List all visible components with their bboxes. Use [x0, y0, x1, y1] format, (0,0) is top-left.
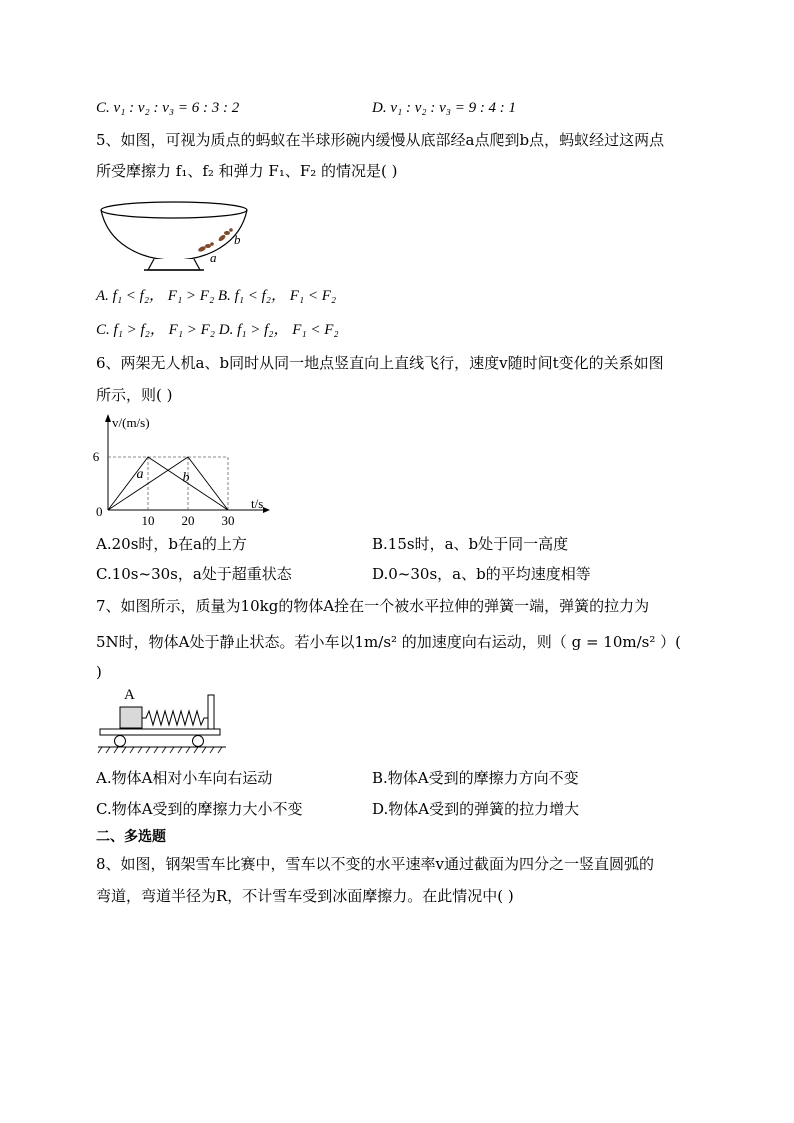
q5-stem-line2: 所受摩擦力 f₁、f₂ 和弹力 F₁、F₂ 的情况是( ): [96, 162, 398, 180]
origin-label: 0: [96, 504, 103, 519]
label-a: a: [210, 250, 217, 265]
cart-wall: [208, 695, 214, 729]
cart-spring-figure: [96, 686, 231, 758]
series-line-a: [108, 457, 228, 510]
q5-options-cd: C. f₁ > f₂， F₁ > F₂ D. f₁ > f₂， F₁ < F₂: [96, 322, 339, 338]
q7-option-c: C.物体A受到的摩擦力大小不变: [96, 800, 303, 818]
bowl-figure: [96, 196, 256, 276]
x-axis-label: t/s: [251, 496, 264, 511]
block-a: [120, 707, 142, 728]
x-axis-arrow: [263, 507, 270, 513]
y-tick-label-6: 6: [92, 449, 100, 464]
spring: [142, 711, 208, 725]
q6-option-b: B.15s时，a、b处于同一高度: [372, 535, 569, 553]
series-line-b: [108, 457, 228, 510]
y-axis-label: v/(m/s): [112, 415, 150, 430]
q7-option-d: D.物体A受到的弹簧的拉力增大: [372, 800, 580, 818]
bowl-base: [148, 259, 200, 270]
q5-options-ab: A. f₁ < f₂， F₁ > F₂ B. f₁ < f₂， F₁ < F₂: [96, 288, 337, 304]
q6-stem-line1: 6、两架无人机a、b同时从同一地点竖直向上直线飞行，速度v随时间t变化的关系如图: [96, 354, 664, 372]
vt-chart: [88, 410, 278, 530]
q5-stem-line1: 5、如图，可视为质点的蚂蚁在半球形碗内缓慢从底部经a点爬到b点，蚂蚁经过这两点: [96, 131, 665, 149]
wheel-left: [115, 736, 126, 747]
y-axis-arrow: [105, 414, 111, 422]
q4-option-d: D. v₁ : v₂ : v₃ = 9 : 4 : 1: [372, 100, 517, 116]
q8-stem-line2: 弯道，弯道半径为R，不计雪车受到冰面摩擦力。在此情况中( ): [96, 887, 514, 905]
series-label-b: b: [182, 470, 190, 486]
label-b: b: [234, 232, 241, 247]
q8-stem-line1: 8、如图，钢架雪车比赛中，雪车以不变的水平速率v通过截面为四分之一竖直圆弧的: [96, 855, 655, 873]
q6-option-d: D.0~30s，a、b的平均速度相等: [372, 565, 591, 583]
q6-option-a: A.20s时，b在a的上方: [96, 535, 247, 553]
ground-hatch: [98, 747, 222, 753]
bowl-rim: [101, 202, 247, 218]
q7-stem-line1: 7、如图所示，质量为10kg的物体A拴在一个被水平拉伸的弹簧一端，弹簧的拉力为: [96, 597, 650, 615]
q7-option-a: A.物体A相对小车向右运动: [96, 769, 273, 787]
q4-option-c: C. v₁ : v₂ : v₃ = 6 : 3 : 2: [96, 100, 240, 116]
section-title-multiple-choice: 二、多选题: [96, 829, 166, 845]
block-a-label: A: [124, 687, 135, 703]
wheel-right: [193, 736, 204, 747]
q7-stem-line3: ): [96, 663, 102, 681]
series-label-a: a: [136, 467, 144, 483]
cart-deck: [100, 729, 220, 735]
q6-stem-line2: 所示，则( ): [96, 386, 173, 404]
x-tick-label-20: 20: [181, 513, 195, 528]
x-tick-label-30: 30: [221, 513, 235, 528]
q7-stem-line2: 5N时，物体A处于静止状态。若小车以1m/s² 的加速度向右运动，则（ g = 10m/s² ）(: [96, 633, 681, 651]
q7-option-b: B.物体A受到的摩擦力方向不变: [372, 769, 579, 787]
x-tick-label-10: 10: [141, 513, 155, 528]
q6-option-c: C.10s~30s，a处于超重状态: [96, 565, 292, 583]
